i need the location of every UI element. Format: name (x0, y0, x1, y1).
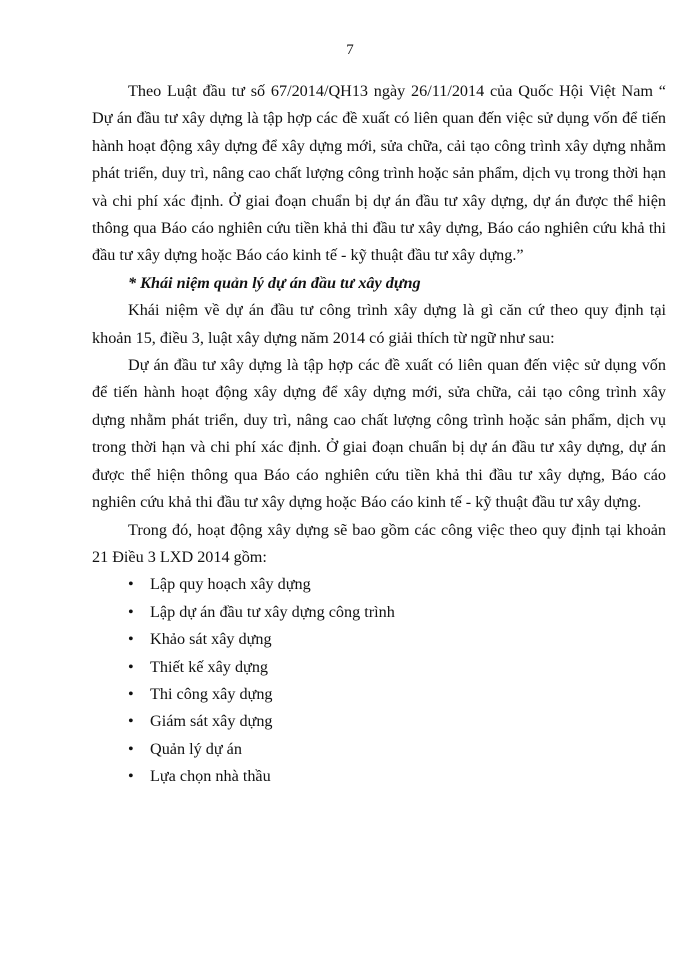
bullet-icon: • (128, 657, 134, 676)
list-item-text: Quản lý dự án (150, 739, 242, 758)
list-item-text: Thiết kế xây dựng (150, 657, 269, 676)
list-item (92, 599, 666, 626)
bullet-icon: • (128, 767, 134, 786)
list-item (92, 681, 666, 708)
bullet-icon: • (128, 684, 134, 703)
list-item (92, 654, 666, 681)
construction-activities-list (92, 571, 666, 790)
paragraph-project-definition: Dự án đầu tư xây dựng là tập hợp các đề xuất có liên quan đến việc sử dụng vốn để tiến hành hoạt động xây dựng để xây dựng mới, sửa chữa, cải tạo công trình xây dựng nhằm phát triển, duy trì, nâng cao chất lượng công trình hoặc sản phẩm, dịch vụ trong thời hạn và chi phí xác định. Ở giai đoạn chuẩn bị dự án đầu tư xây dựng, dự án được thể hiện thông qua Báo cáo nghiên cứu tiền khả thi đầu tư xây dựng, Báo cáo nghiên cứu khả thi đầu tư xây dựng hoặc Báo cáo kinh tế - kỹ thuật đầu tư xây dựng. (92, 356, 666, 512)
paragraph-activities-intro: Trong đó, hoạt động xây dựng sẽ bao gồm các công việc theo quy định tại khoản 21 Điều 3 LXD 2014 gồm: (92, 520, 666, 566)
bullet-icon: • (128, 630, 134, 649)
bullet-icon: • (128, 712, 134, 731)
bullet-icon: • (128, 739, 134, 758)
list-item (92, 571, 666, 598)
list-item-text: Khảo sát xây dựng (150, 630, 272, 649)
page-content (92, 78, 666, 791)
paragraph-concept-intro: Khái niệm về dự án đầu tư công trình xây dựng là gì căn cứ theo quy định tại khoản 15, điều 3, luật xây dựng năm 2014 có giải thích từ ngữ như sau: (92, 301, 666, 347)
list-item-text: Lập quy hoạch xây dựng (150, 575, 311, 594)
page-number: 7 (346, 42, 354, 58)
list-item-text: Lựa chọn nhà thầu (150, 767, 271, 786)
section-heading: * Khái niệm quản lý dự án đầu tư xây dựng (128, 273, 421, 292)
paragraph-investment-law-definition: Theo Luật đầu tư số 67/2014/QH13 ngày 26/11/2014 của Quốc Hội Việt Nam “ Dự án đầu tư xây dựng là tập hợp các đề xuất có liên quan đến việc sử dụng vốn để tiến hành hoạt động xây dựng để xây dựng mới, sửa chữa, cải tạo công trình xây dựng nhằm phát triển, duy trì, nâng cao chất lượng công trình hoặc sản phẩm, dịch vụ trong thời hạn và chi phí xác định. Ở giai đoạn chuẩn bị dự án đầu tư xây dựng, dự án được thể hiện thông qua Báo cáo nghiên cứu tiền khả thi đầu tư xây dựng, Báo cáo nghiên cứu khả thi đầu tư xây dựng hoặc Báo cáo kinh tế - kỹ thuật đầu tư xây dựng.” (92, 82, 666, 265)
bullet-icon: • (128, 602, 134, 621)
list-item (92, 626, 666, 653)
list-item (92, 763, 666, 790)
list-item-text: Thi công xây dựng (150, 684, 273, 703)
bullet-icon: • (128, 575, 134, 594)
list-item-text: Giám sát xây dựng (150, 712, 273, 731)
list-item (92, 736, 666, 763)
list-item-text: Lập dự án đầu tư xây dựng công trình (150, 602, 395, 621)
list-item (92, 708, 666, 735)
